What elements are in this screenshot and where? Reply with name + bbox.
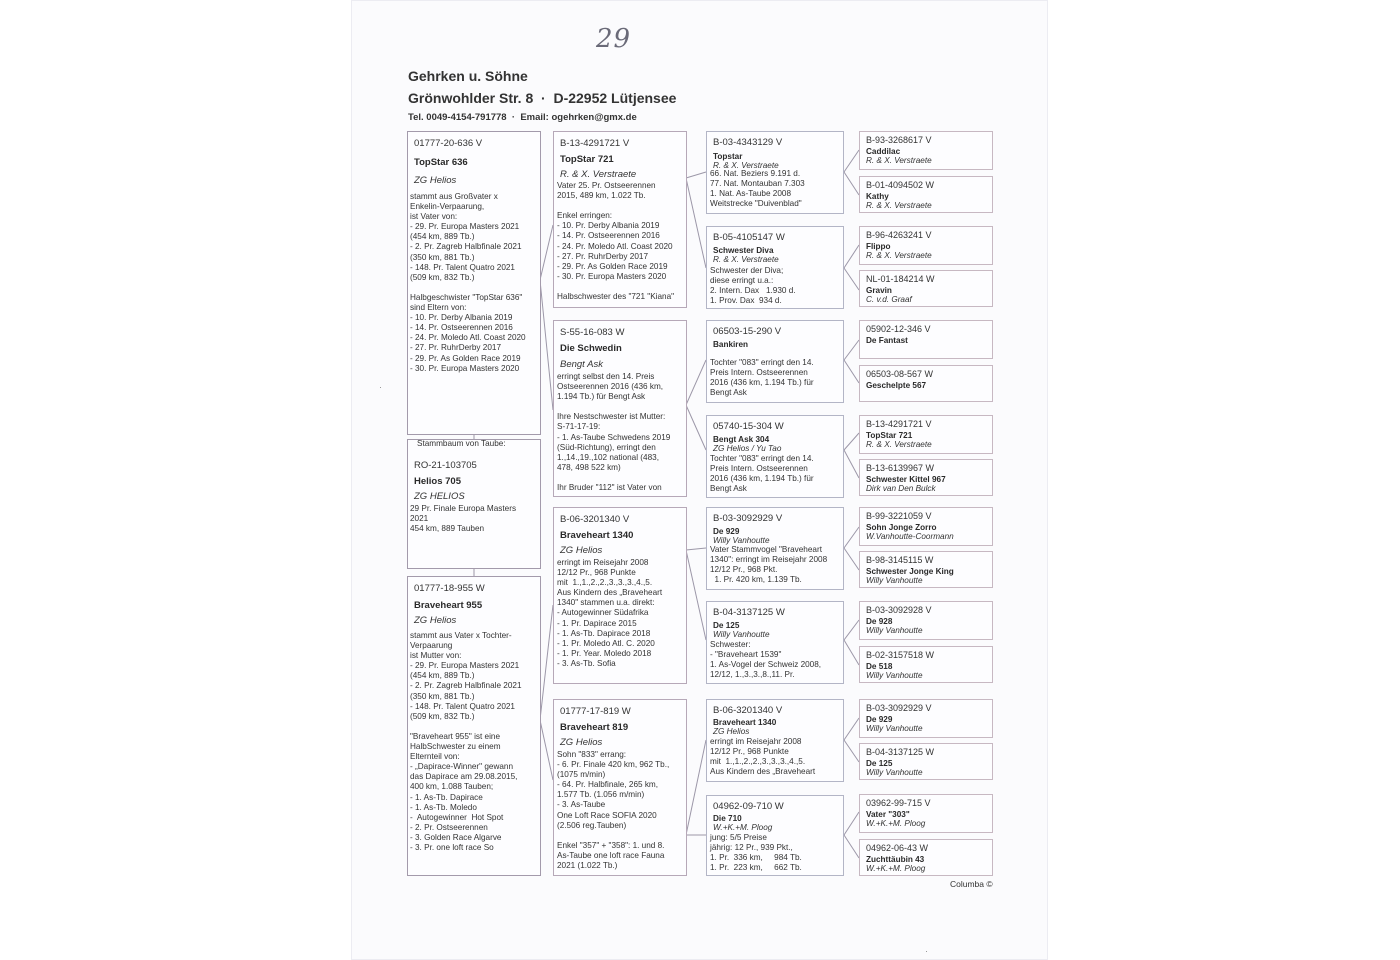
- subject-name: Helios 705: [414, 476, 461, 487]
- great-grandparent-breeder: ZG Helios: [713, 727, 750, 736]
- dam-breeder: ZG Helios: [414, 615, 457, 626]
- grandparent-card: [553, 320, 687, 497]
- grandparent-description: erringt im Reisejahr 2008 12/12 Pr., 968 Punkte mit 1.,1.,2.,2.,3.,3.,3.,4.,5. Aus Kindern des „Braveheart 1340" stammen u.a. direkt: - Autogewinner Südafrika - 1. Pr. Dapirace 2015 - 1. As-Tb. Dapirace 2018 - 1. Pr. Moledo Atl. C. 2020 - 1. Pr. Year. Moledo 2018 - 3. As-Tb. Sofia: [557, 558, 663, 668]
- gen4-ancestor-card: [859, 794, 993, 833]
- great-grandparent-name: Topstar: [713, 152, 743, 161]
- gen4-breeder: R. & X. Verstraete: [866, 201, 932, 210]
- gen4-name: Vater "303": [866, 810, 910, 819]
- gen4-ring-number: B-96-4263241 V: [866, 230, 932, 240]
- gen4-breeder: Willy Vanhoutte: [866, 576, 923, 585]
- great-grandparent-breeder: R. & X. Verstraete: [713, 255, 779, 264]
- gen4-breeder: W.Vanhoutte-Coormann: [866, 532, 954, 541]
- great-grandparent-description: Vater Stammvogel "Braveheart 1340": erringt im Reisejahr 2008 12/12 Pr., 968 Pkt. 1. Pr. 420 km, 1.139 Tb.: [710, 545, 828, 585]
- great-grandparent-description: Tochter "083" erringt den 14. Preis Intern. Ostseerennen 2016 (436 km, 1.194 Tb.) für Bengt Ask: [710, 358, 814, 398]
- great-grandparent-card: [706, 795, 844, 876]
- grandparent-name: Die Schwedin: [560, 343, 622, 354]
- gen4-ancestor-card: [859, 320, 993, 359]
- gen4-ancestor-card: [859, 507, 993, 546]
- gen4-name: Zuchttäubin 43: [866, 855, 925, 864]
- great-grandparent-breeder: W.+K.+M. Ploog: [713, 823, 773, 832]
- dam-description: stammt aus Vater x Tochter- Verpaarung ist Mutter von: - 29. Pr. Europa Masters 2021 (454 km, 889 Tb.) - 2. Pr. Zagreb Halbfinale 2021 (350 km, 881 Tb.) - 148. Pr. Talent Quatro 2021 (509 km, 832 Tb.) "Braveheart 955" ist eine HalbSchwester zu einem Elternteil von: - „Dapirace-Winner" gewann das Dapirace am 29.08.2015, 400 km, 1.088 Tauben; - 1. As-Tb. Dapirace - 1. As-Tb. Moledo - Autogewinner Hot Spot - 2. Pr. Ostseerennen - 3. Golden Race Algarve - 3. Pr. one loft race So: [410, 631, 522, 852]
- gen4-ring-number: B-02-3157518 W: [866, 650, 935, 660]
- dam-ring-number: 01777-18-955 W: [414, 583, 485, 594]
- gen4-ancestor-card: [859, 646, 993, 683]
- gen4-ancestor-card: [859, 601, 993, 640]
- great-grandparent-breeder: ZG Helios / Yu Tao: [713, 444, 782, 453]
- gen4-name: De 518: [866, 662, 893, 671]
- gen4-breeder: Willy Vanhoutte: [866, 626, 923, 635]
- grandparent-breeder: R. & X. Verstraete: [560, 169, 637, 180]
- great-grandparent-description: Tochter "083" erringt den 14. Preis Intern. Ostseerennen 2016 (436 km, 1.194 Tb.) für Bengt Ask: [710, 454, 814, 494]
- great-grandparent-card: [706, 320, 844, 403]
- sire-name: TopStar 636: [414, 157, 468, 168]
- gen4-ancestor-card: [859, 176, 993, 213]
- gen4-breeder: Willy Vanhoutte: [866, 768, 923, 777]
- grandparent-description: Vater 25. Pr. Ostseerennen 2015, 489 km, 1.022 Tb. Enkel erringen: - 10. Pr. Derby Albania 2019 - 14. Pr. Ostseerennen 2016 - 24. Pr. Moledo Atl. Coast 2020 - 27. Pr. RuhrDerby 2017 - 29. Pr. As Golden Race 2019 - 30. Pr. Europa Masters 2020 Halbschwester des "721 "Kiana": [557, 181, 675, 302]
- great-grandparent-card: [706, 699, 844, 782]
- great-grandparent-ring-number: B-03-4343129 V: [713, 137, 783, 148]
- grandparent-name: Braveheart 1340: [560, 530, 634, 541]
- sire-description: stammt aus Großvater x Enkelin-Verpaarung, ist Vater von: - 29. Pr. Europa Masters 2021 (454 km, 889 Tb.) - 2. Pr. Zagreb Halbfinale 2021 (350 km, 881 Tb.) - 148. Pr. Talent Quatro 2021 (509 km, 832 Tb.) Halbgeschwister "TopStar 636" sind Eltern von: - 10. Pr. Derby Albania 2019 - 14. Pr. Ostseerennen 2016 - 24. Pr. Moledo Atl. Coast 2020 - 27. Pr. RuhrDerby 2017 - 29. Pr. As Golden Race 2019 - 30. Pr. Europa Masters 2020: [410, 192, 526, 373]
- grandparent-card: [553, 507, 687, 684]
- gen4-ancestor-card: [859, 365, 993, 402]
- great-grandparent-breeder: Willy Vanhoutte: [713, 630, 770, 639]
- gen4-breeder: Willy Vanhoutte: [866, 671, 923, 680]
- gen4-ancestor-card: [859, 839, 993, 876]
- great-grandparent-description: 66. Nat. Beziers 9.191 d. 77. Nat. Montauban 7.303 1. Nat. As-Taube 2008 Weitstrecke "Duivenblad": [710, 169, 805, 209]
- grandparent-card: [553, 699, 687, 876]
- gen4-ancestor-card: [859, 743, 993, 780]
- gen4-ancestor-card: [859, 459, 993, 496]
- grandparent-description: erringt selbst den 14. Preis Ostseerennen 2016 (436 km, 1.194 Tb.) für Bengt Ask Ihre Nestschwester ist Mutter: S-71-17-19: - 1. As-Taube Schwedens 2019 (Süd-Richtung), erringt den 1.,14.,19.,102 national (483, 478, 498 522 km) Ihr Bruder "112" ist Vater von: [557, 372, 671, 493]
- sire-card: [407, 131, 541, 435]
- grandparent-name: Braveheart 819: [560, 722, 629, 733]
- subject-card: [407, 439, 541, 569]
- grandparent-card: [553, 131, 687, 308]
- gen4-name: De 125: [866, 759, 893, 768]
- dam-name: Braveheart 955: [414, 600, 483, 611]
- handwritten-number: 29: [596, 24, 632, 54]
- gen4-breeder: W.+K.+M. Ploog: [866, 864, 926, 873]
- great-grandparent-ring-number: 06503-15-290 V: [713, 326, 782, 337]
- grandparent-ring-number: 01777-17-819 W: [560, 706, 631, 717]
- gen4-name: Schwester Jonge King: [866, 567, 954, 576]
- great-grandparent-name: Bengt Ask 304: [713, 435, 770, 444]
- great-grandparent-description: jung: 5/5 Preise jährig: 12 Pr., 939 Pkt., 1. Pr. 336 km, 984 Tb. 1. Pr. 223 km, 662 Tb.: [710, 833, 802, 873]
- gen4-breeder: Willy Vanhoutte: [866, 724, 923, 733]
- gen4-ring-number: 05902-12-346 V: [866, 324, 931, 334]
- gen4-ring-number: 06503-08-567 W: [866, 369, 934, 379]
- great-grandparent-ring-number: B-03-3092929 V: [713, 513, 783, 524]
- sire-breeder: ZG Helios: [414, 175, 457, 186]
- grandparent-breeder: Bengt Ask: [560, 359, 603, 370]
- subject-breeder: ZG HELIOS: [414, 491, 465, 502]
- gen4-ancestor-card: [859, 699, 993, 738]
- great-grandparent-breeder: R. & X. Verstraete: [713, 161, 779, 170]
- gen4-name: Caddilac: [866, 147, 901, 156]
- gen4-ring-number: 03962-99-715 V: [866, 798, 931, 808]
- gen4-breeder: Dirk van Den Bulck: [866, 484, 936, 493]
- gen4-ring-number: 04962-06-43 W: [866, 843, 929, 853]
- scan-speck: [926, 951, 927, 952]
- scan-speck: [380, 387, 381, 388]
- grandparent-breeder: ZG Helios: [560, 545, 603, 556]
- grandparent-ring-number: B-13-4291721 V: [560, 138, 630, 149]
- gen4-ancestor-card: [859, 551, 993, 588]
- gen4-name: TopStar 721: [866, 431, 913, 440]
- great-grandparent-description: erringt im Reisejahr 2008 12/12 Pr., 968 Punkte mit 1.,1.,2.,2.,3.,3.,3.,4.,5. Aus Kindern des „Braveheart: [710, 737, 816, 777]
- gen4-ring-number: NL-01-184214 W: [866, 274, 935, 284]
- grandparent-ring-number: S-55-16-083 W: [560, 327, 625, 338]
- great-grandparent-card: [706, 131, 844, 214]
- great-grandparent-ring-number: B-05-4105147 W: [713, 232, 785, 243]
- gen4-ring-number: B-99-3221059 V: [866, 511, 932, 521]
- gen4-ring-number: B-01-4094502 W: [866, 180, 935, 190]
- gen4-breeder: R. & X. Verstraete: [866, 440, 932, 449]
- grandparent-description: Sohn "833" errang: - 6. Pr. Finale 420 km, 962 Tb., (1075 m/min) - 64. Pr. Halbfinale, 265 km, 1.577 Tb. (1.056 m/min) - 3. As-Taube One Loft Race SOFIA 2020 (2.506 reg.Tauben) Enkel "357" + "358": 1. und 8. As-Taube one loft race Fauna 2021 (1.022 Tb.): [557, 750, 670, 871]
- gen4-breeder: W.+K.+M. Ploog: [866, 819, 926, 828]
- dam-card: [407, 576, 541, 876]
- great-grandparent-description: Schwester der Diva; diese erringt u.a.: 2. Intern. Dax 1.930 d. 1. Prov. Dax 934 d.: [710, 266, 796, 306]
- gen4-ancestor-card: [859, 226, 993, 265]
- gen4-breeder: R. & X. Verstraete: [866, 156, 932, 165]
- copyright-footer: Columba ©: [950, 879, 993, 889]
- great-grandparent-description: Schwester: - "Braveheart 1539" 1. As-Vogel der Schweiz 2008, 12/12, 1.,3.,3.,8.,11. Pr.: [710, 640, 822, 680]
- gen4-name: Kathy: [866, 192, 889, 201]
- great-grandparent-card: [706, 507, 844, 590]
- gen4-name: Gravin: [866, 286, 892, 295]
- great-grandparent-ring-number: 05740-15-304 W: [713, 421, 784, 432]
- great-grandparent-name: De 125: [713, 621, 740, 630]
- great-grandparent-name: Braveheart 1340: [713, 718, 777, 727]
- sire-ring-number: 01777-20-636 V: [414, 138, 483, 149]
- gen4-name: Sohn Jonge Zorro: [866, 523, 937, 532]
- great-grandparent-card: [706, 226, 844, 309]
- subject-label: Stammbaum von Taube:: [417, 439, 506, 448]
- great-grandparent-ring-number: B-06-3201340 V: [713, 705, 783, 716]
- grandparent-breeder: ZG Helios: [560, 737, 603, 748]
- great-grandparent-name: Schwester Diva: [713, 246, 774, 255]
- company-name: Gehrken u. Söhne: [408, 68, 528, 84]
- great-grandparent-ring-number: 04962-09-710 W: [713, 801, 784, 812]
- gen4-ancestor-card: [859, 415, 993, 454]
- gen4-ring-number: B-03-3092929 V: [866, 703, 932, 713]
- great-grandparent-name: Die 710: [713, 814, 742, 823]
- subject-ring-number: RO-21-103705: [414, 460, 477, 471]
- gen4-ring-number: B-03-3092928 V: [866, 605, 932, 615]
- great-grandparent-breeder: Willy Vanhoutte: [713, 536, 770, 545]
- company-contact: Tel. 0049-4154-791778 · Email: ogehrken@gmx.de: [408, 112, 637, 123]
- gen4-ancestor-card: [859, 131, 993, 170]
- grandparent-ring-number: B-06-3201340 V: [560, 514, 630, 525]
- gen4-breeder: C. v.d. Graaf: [866, 295, 912, 304]
- gen4-ring-number: B-93-3268617 V: [866, 135, 932, 145]
- gen4-ancestor-card: [859, 270, 993, 307]
- company-address: Grönwohlder Str. 8 · D-22952 Lütjensee: [408, 90, 677, 106]
- gen4-breeder: R. & X. Verstraete: [866, 251, 932, 260]
- gen4-name: Geschelpte 567: [866, 381, 927, 390]
- great-grandparent-name: De 929: [713, 527, 740, 536]
- subject-description: 29 Pr. Finale Europa Masters 2021 454 km, 889 Tauben: [410, 504, 517, 534]
- gen4-ring-number: B-98-3145115 W: [866, 555, 934, 565]
- gen4-name: Schwester Kittel 967: [866, 475, 946, 484]
- gen4-name: Flippo: [866, 242, 891, 251]
- great-grandparent-card: [706, 601, 844, 684]
- gen4-name: De 928: [866, 617, 893, 626]
- great-grandparent-name: Bankiren: [713, 340, 749, 349]
- gen4-name: De Fantast: [866, 336, 908, 345]
- grandparent-name: TopStar 721: [560, 154, 614, 165]
- great-grandparent-card: [706, 415, 844, 498]
- gen4-ring-number: B-04-3137125 W: [866, 747, 935, 757]
- gen4-name: De 929: [866, 715, 893, 724]
- gen4-ring-number: B-13-6139967 W: [866, 463, 935, 473]
- great-grandparent-ring-number: B-04-3137125 W: [713, 607, 785, 618]
- gen4-ring-number: B-13-4291721 V: [866, 419, 932, 429]
